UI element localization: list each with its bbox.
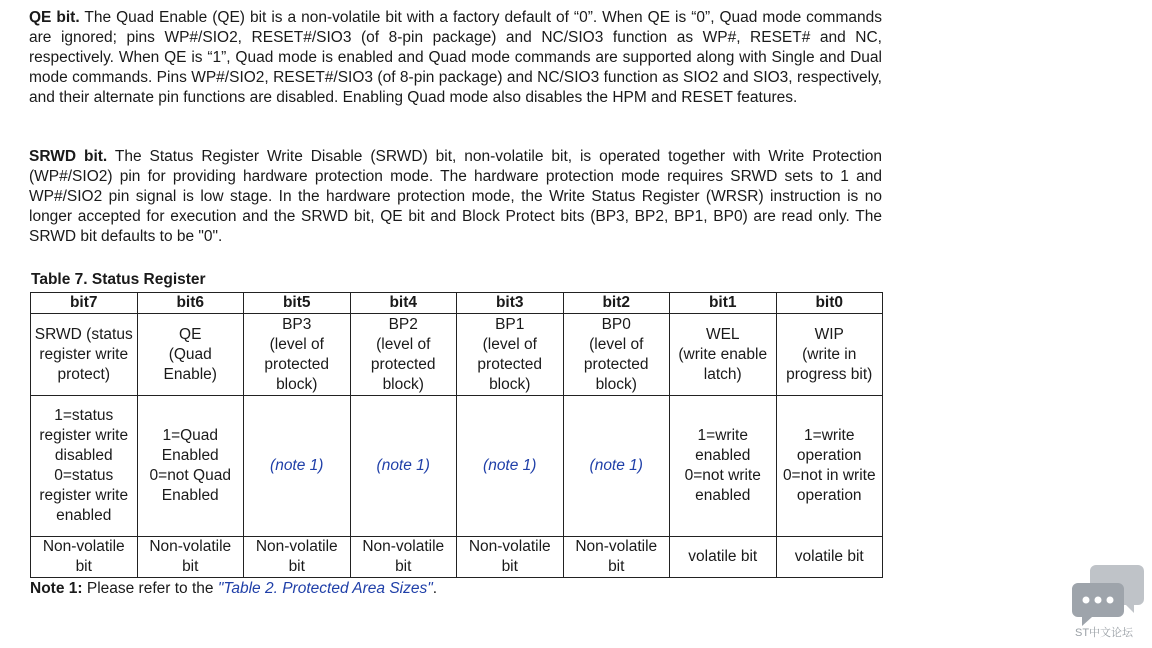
note-reference-cell: (note 1) <box>563 396 670 537</box>
note-reference-cell: (note 1) <box>244 396 351 537</box>
type-cell: volatile bit <box>776 537 883 578</box>
type-cell: volatile bit <box>670 537 777 578</box>
table-note <box>30 579 437 599</box>
table-row <box>31 537 883 578</box>
header-cell: bit1 <box>670 293 777 314</box>
srwd-bit-paragraph <box>29 147 882 247</box>
type-cell: Non-volatile bit <box>31 537 138 578</box>
description-cell: WEL (write enable latch) <box>670 314 777 396</box>
type-cell: Non-volatile bit <box>563 537 670 578</box>
table-header-row <box>31 293 883 314</box>
description-cell: SRWD (status register write protect) <box>31 314 138 396</box>
header-cell: bit6 <box>137 293 244 314</box>
header-cell: bit3 <box>457 293 564 314</box>
note-reference-cell: (note 1) <box>457 396 564 537</box>
note-text: Please refer to the <box>82 580 218 597</box>
description-cell: BP3 (level of protected block) <box>244 314 351 396</box>
qe-bit-text: The Quad Enable (QE) bit is a non-volatile bit with a factory default of “0”. When QE is “0”, Quad mode commands are ignored; pins WP#/SIO2, RESET#/SIO3 (of 8-pin package) and NC/SIO3 function as WP#, RESET# and NC, respectively. When QE is “1”, Quad mode is enabled and Quad mode commands are supported along with Single and Dual mode commands. Pins WP#/SIO2, RESET#/SIO3 (of 8-pin package) and NC/SIO3 function as SIO2 and SIO3, respectively, and their alternate pin functions are disabled. Enabling Quad mode also disables the HPM and RESET features. <box>29 9 882 106</box>
srwd-bit-text: The Status Register Write Disable (SRWD) bit, non-volatile bit, is operated together with Write Protection (WP#/SIO2) pin for providing hardware protection mode. The hardware protection mode requires SRWD sets to 1 and WP#/SIO2 pin signal is low stage. In the hardware protection mode, the Write Status Register (WRSR) instruction is no longer accepted for execution and the SRWD bit, QE bit and Block Protect bits (BP3, BP2, BP1, BP0) are read only. The SRWD bit defaults to be "0". <box>29 148 883 245</box>
header-cell: bit7 <box>31 293 138 314</box>
watermark-text: ST中文论坛 <box>1075 627 1134 639</box>
type-cell: Non-volatile bit <box>350 537 457 578</box>
header-cell: bit0 <box>776 293 883 314</box>
table-row <box>31 314 883 396</box>
protected-area-sizes-link[interactable]: "Table 2. Protected Area Sizes" <box>217 580 433 597</box>
table-caption: Table 7. Status Register <box>31 271 206 288</box>
note-reference-cell: (note 1) <box>350 396 457 537</box>
value-cell: 1=Quad Enabled 0=not Quad Enabled <box>137 396 244 537</box>
value-cell: 1=write operation 0=not in write operation <box>776 396 883 537</box>
table-row <box>31 396 883 537</box>
type-cell: Non-volatile bit <box>137 537 244 578</box>
header-cell: bit2 <box>563 293 670 314</box>
status-register-table <box>30 292 883 578</box>
description-cell: WIP (write in progress bit) <box>776 314 883 396</box>
note-label: Note 1: <box>30 580 83 597</box>
srwd-bit-label: SRWD bit. <box>29 148 108 165</box>
description-cell: BP2 (level of protected block) <box>350 314 457 396</box>
header-cell: bit4 <box>350 293 457 314</box>
note-end: . <box>432 580 438 597</box>
type-cell: Non-volatile bit <box>457 537 564 578</box>
value-cell: 1=status register write disabled 0=status register write enabled <box>31 396 138 537</box>
header-cell: bit5 <box>244 293 351 314</box>
description-cell: BP0 (level of protected block) <box>563 314 670 396</box>
description-cell: QE (Quad Enable) <box>137 314 244 396</box>
description-cell: BP1 (level of protected block) <box>457 314 564 396</box>
value-cell: 1=write enabled 0=not write enabled <box>670 396 777 537</box>
qe-bit-label: QE bit. <box>29 9 80 26</box>
qe-bit-paragraph <box>29 8 882 108</box>
type-cell: Non-volatile bit <box>244 537 351 578</box>
